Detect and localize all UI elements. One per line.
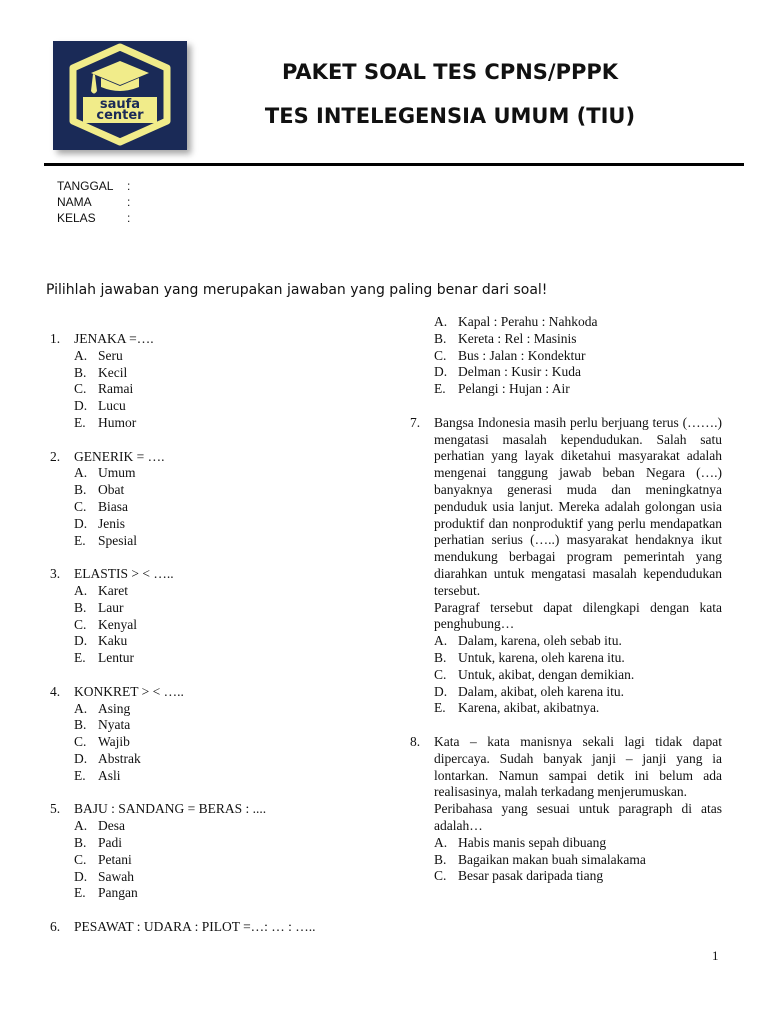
option-letter: E. [74, 767, 86, 783]
option-letter: B. [74, 834, 87, 850]
brand-line-1: saufa [99, 97, 141, 112]
option [434, 700, 722, 717]
option [74, 818, 370, 835]
option-letter: C. [74, 616, 87, 632]
question-1 [50, 331, 370, 432]
option [74, 583, 370, 600]
option-letter: A. [434, 633, 448, 649]
option [434, 667, 722, 684]
option [74, 869, 370, 886]
option-text: Delman : Kusir : Kuda [458, 364, 581, 380]
option-letter: B. [434, 851, 447, 867]
option-text: Humor [98, 414, 137, 430]
option-text: Desa [98, 818, 125, 834]
option-letter: C. [434, 347, 447, 363]
option-letter: D. [74, 515, 88, 531]
option-letter: A. [74, 347, 88, 363]
option-text: Pangan [98, 885, 138, 901]
info-label: TANGGAL [57, 179, 114, 193]
info-sep: : [127, 195, 131, 209]
question-options [434, 835, 722, 885]
question-options [74, 701, 370, 785]
info-label: NAMA [57, 195, 92, 209]
option [74, 633, 370, 650]
option-letter: C. [74, 381, 87, 397]
option [74, 365, 370, 382]
header-divider [44, 163, 744, 166]
question-options [74, 465, 370, 549]
option-letter: B. [434, 330, 447, 346]
option-text: Wajib [98, 734, 130, 750]
option-text: Padi [98, 834, 123, 850]
option-letter: D. [74, 868, 88, 884]
option-letter: B. [74, 717, 87, 733]
option [74, 600, 370, 617]
option-letter: A. [74, 582, 88, 598]
option [74, 465, 370, 482]
option-letter: B. [74, 482, 87, 498]
info-sep: : [127, 179, 131, 193]
option [74, 533, 370, 550]
option-letter: C. [434, 868, 447, 884]
question-paragraph: Kata – kata manisnya sekali lagi tidak dapat dipercaya. Sudah banyak janji – janji yang ia lontarkan. Namun sampai detik ini belum ada realisasinya, malah terkadang menjerumuskan. [434, 733, 722, 800]
option-text: Kereta : Rel : Masinis [458, 330, 577, 346]
option-text: Lentur [98, 650, 134, 666]
option [434, 633, 722, 650]
info-field-class [57, 210, 130, 226]
option [434, 835, 722, 852]
option [74, 768, 370, 785]
question-number: 1. [50, 331, 61, 346]
option [74, 852, 370, 869]
option [434, 381, 722, 398]
logo [53, 41, 187, 150]
option-letter: E. [74, 414, 86, 430]
option [434, 331, 722, 348]
option-letter: E. [74, 885, 86, 901]
question-number: 2. [50, 448, 61, 464]
option [434, 364, 722, 381]
question-options [434, 633, 722, 717]
question-8 [410, 734, 722, 885]
question-number: 4. [50, 683, 61, 699]
question-options [74, 818, 370, 902]
option-letter: C. [74, 734, 87, 750]
question-text: PESAWAT : UDARA : PILOT =…: … : ….. [74, 918, 316, 934]
question-number: 5. [50, 801, 61, 817]
option-letter: C. [74, 851, 87, 867]
page-number: 1 [712, 948, 719, 963]
option-text: Karet [98, 582, 128, 598]
info-sep: : [127, 211, 131, 225]
option-text: Pelangi : Hujan : Air [458, 381, 570, 397]
question-6 [50, 919, 370, 936]
option-text: Ramai [98, 381, 134, 397]
option-letter: E. [434, 700, 446, 716]
option-text: Lucu [98, 398, 126, 414]
option [74, 516, 370, 533]
question-3 [50, 566, 370, 667]
option-letter: D. [434, 364, 448, 380]
q6-options [410, 314, 722, 398]
option [74, 398, 370, 415]
option [74, 482, 370, 499]
option-letter: C. [434, 666, 447, 682]
option-text: Habis manis sepah dibuang [458, 834, 607, 850]
option [74, 734, 370, 751]
brand-line-2: center [96, 108, 144, 123]
option-text: Abstrak [98, 750, 141, 766]
question-text: KONKRET > < ….. [74, 683, 184, 699]
option-text: Kenyal [98, 616, 137, 632]
option-letter: B. [434, 649, 447, 665]
option [434, 852, 722, 869]
option-text: Dalam, akibat, oleh karena itu. [458, 683, 625, 699]
option [74, 751, 370, 768]
option-text: Asli [98, 767, 121, 783]
question-text: GENERIK = …. [74, 448, 165, 464]
question-number: 6. [50, 918, 61, 934]
question-number: 7. [410, 414, 421, 430]
option-letter: A. [74, 700, 88, 716]
option [434, 348, 722, 365]
option-text: Spesial [98, 532, 137, 548]
question-7 [410, 415, 722, 717]
question-options [74, 348, 370, 432]
option-text: Asing [98, 700, 131, 716]
option [74, 885, 370, 902]
option-text: Seru [98, 347, 123, 363]
option [74, 499, 370, 516]
option-letter: E. [74, 650, 86, 666]
question-5 [50, 801, 370, 902]
option-letter: B. [74, 599, 87, 615]
question-text: BAJU : SANDANG = BERAS : .... [74, 801, 267, 817]
option-text: Dalam, karena, oleh sebab itu. [458, 633, 622, 649]
option [74, 348, 370, 365]
option-letter: D. [74, 633, 88, 649]
option-letter: A. [434, 834, 448, 850]
option-letter: D. [74, 398, 88, 414]
question-text: JENAKA =…. [74, 331, 154, 346]
option-letter: A. [74, 465, 88, 481]
option-text: Kecil [98, 364, 128, 380]
question-prompt: Paragraf tersebut dapat dilengkapi dengan kata penghubung… [434, 599, 722, 632]
question-2 [50, 449, 370, 550]
option-text: Karena, akibat, akibatnya. [458, 700, 600, 716]
option-letter: B. [74, 364, 87, 380]
left-column [50, 331, 370, 952]
option-text: Kapal : Perahu : Nahkoda [458, 314, 598, 329]
option-text: Jenis [98, 515, 125, 531]
option-letter: C. [74, 498, 87, 514]
question-number: 3. [50, 566, 61, 582]
info-label: KELAS [57, 211, 96, 225]
option-text: Untuk, karena, oleh karena itu. [458, 649, 625, 665]
option [434, 314, 722, 331]
instruction: Pilihlah jawaban yang merupakan jawaban yang paling benar dari soal! [46, 282, 548, 298]
graduation-cap-icon [53, 41, 187, 150]
question-text: ELASTIS > < ….. [74, 566, 174, 582]
question-paragraph: Bangsa Indonesia masih perlu berjuang terus (…….) mengatasi masalah kependudukan. Salah satu perhatian yang layak diketahui masyarakat adalah mengenai tanggung jawab beban Negara (….) banyaknya generasi muda dan meningkatnya penduduk usia lanjut. Mereka adalah golongan usia produktif dan nonproduktif yang perlu mendapatkan perhatian serius (…..) masyarakat hendaknya ikut mendukung berbagai program pemerintah yang diarahkan untuk mengatasi masalah kependudukan tersebut. [434, 414, 722, 598]
info-field-date [57, 178, 130, 194]
option-letter: D. [434, 683, 448, 699]
question-options [74, 583, 370, 667]
question-4 [50, 684, 370, 785]
page-subtitle: TES INTELEGENSIA UMUM (TIU) [264, 104, 636, 128]
question-number: 8. [410, 733, 421, 749]
option-letter: E. [74, 532, 86, 548]
option-text: Nyata [98, 717, 131, 733]
option-text: Untuk, akibat, dengan demikian. [458, 666, 635, 682]
page-title: PAKET SOAL TES CPNS/PPPK [281, 60, 619, 84]
question-prompt: Peribahasa yang sesuai untuk paragraph di atas adalah… [434, 801, 722, 833]
info-field-name [57, 194, 130, 210]
option [74, 415, 370, 432]
option-text: Petani [98, 851, 132, 867]
option [74, 381, 370, 398]
option [434, 650, 722, 667]
option-text: Sawah [98, 868, 134, 884]
right-column [410, 314, 722, 902]
option-text: Besar pasak daripada tiang [458, 868, 604, 884]
option-letter: A. [74, 818, 88, 834]
option [74, 835, 370, 852]
option-text: Obat [98, 482, 125, 498]
option [434, 868, 722, 885]
option [74, 617, 370, 634]
option [74, 717, 370, 734]
option-text: Bus : Jalan : Kondektur [458, 347, 586, 363]
option-letter: D. [74, 750, 88, 766]
option [74, 650, 370, 667]
option-text: Bagaikan makan buah simalakama [458, 851, 646, 867]
option-text: Kaku [98, 633, 128, 649]
option [74, 701, 370, 718]
option-letter: E. [434, 381, 446, 397]
option-text: Biasa [98, 498, 128, 514]
option-text: Umum [98, 465, 136, 481]
option-text: Laur [98, 599, 124, 615]
option [434, 684, 722, 701]
option-letter: A. [434, 314, 448, 329]
